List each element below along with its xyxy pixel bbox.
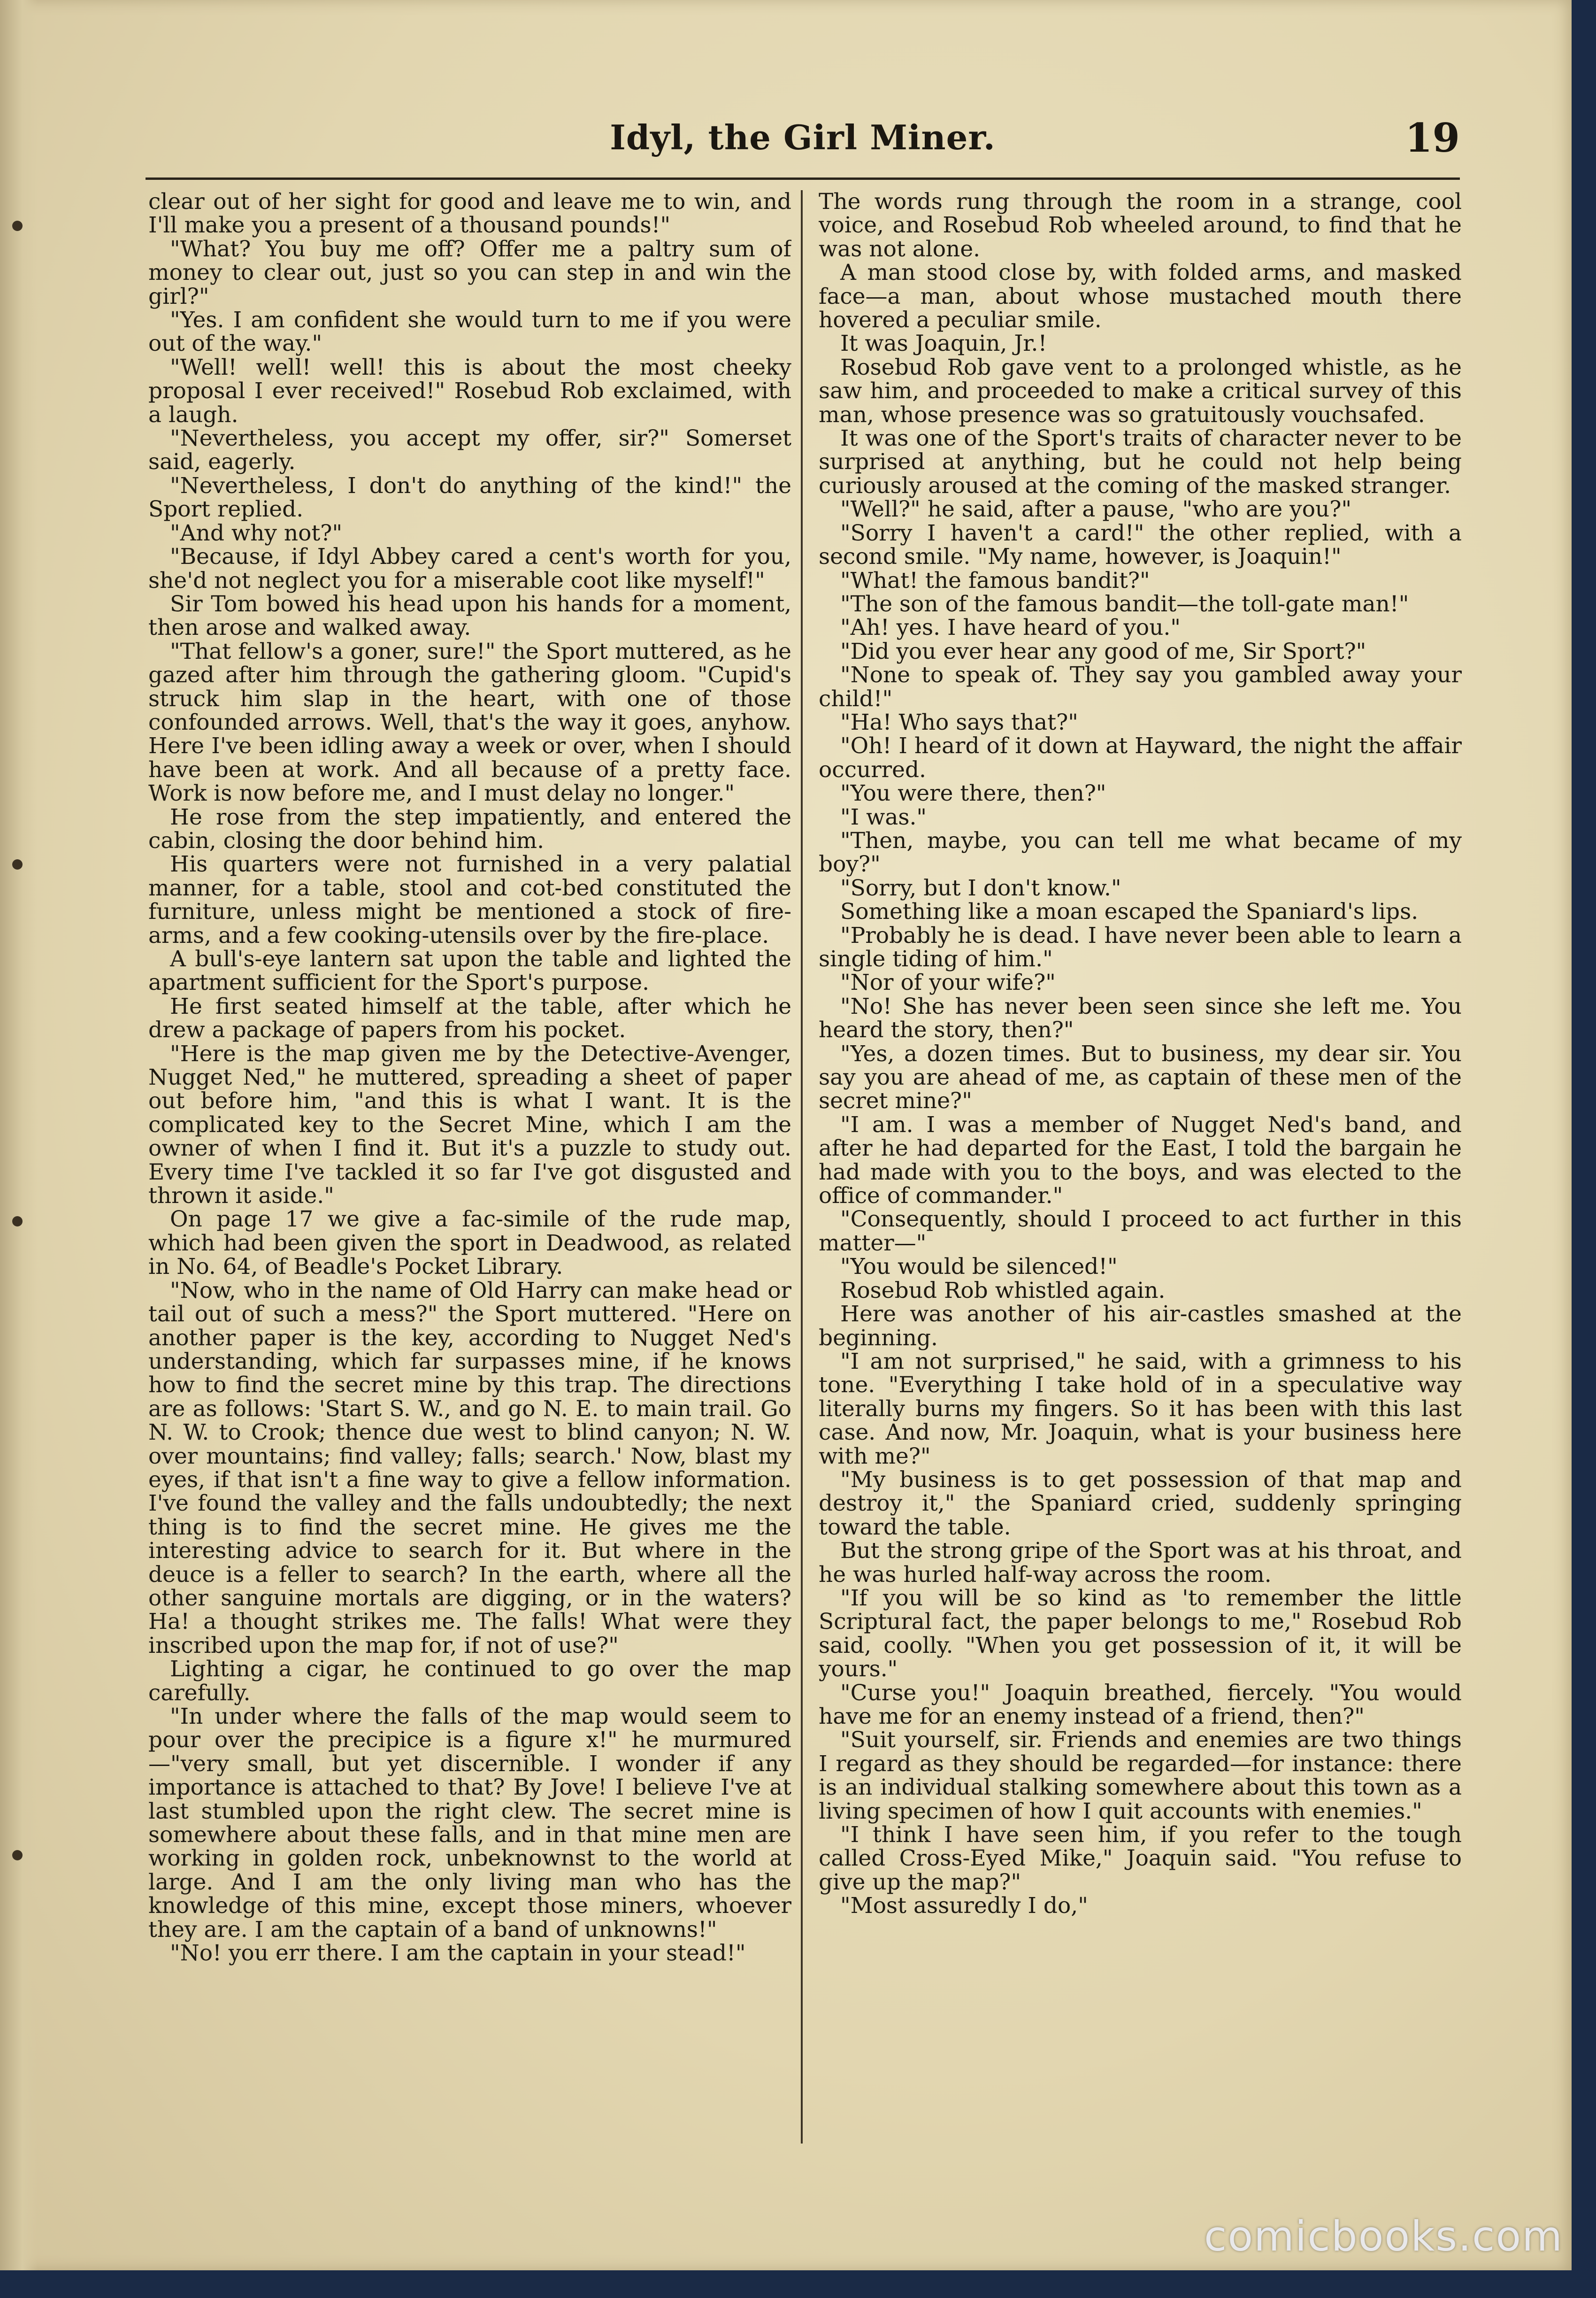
- paragraph: "What? You buy me off? Offer me a paltry sum of money to clear out, just so you can step in and win the girl?": [148, 236, 791, 309]
- binding-stitch: [12, 1850, 23, 1860]
- paragraph: "No! She has never been seen since she left me. You heard the story, then?": [819, 993, 1462, 1043]
- paragraph: "None to speak of. They say you gambled away your child!": [819, 662, 1462, 712]
- paragraph: He rose from the step impatiently, and entered the cabin, closing the door behind him.: [148, 804, 791, 854]
- paragraph: "That fellow's a goner, sure!" the Sport muttered, as he gazed after him through the gathering gloom. "Cupid's struck him slap in the heart, with one of those confounded arrows. Well, that's the way it goes, anyhow. Here I've been idling away a week or over, when I should have been at work. And all because of a pretty face. Work is now before me, and I must delay no longer.": [148, 638, 791, 807]
- paragraph: The words rung through the room in a strange, cool voice, and Rosebud Rob wheeled around, to find that he was not alone.: [819, 190, 1462, 262]
- paragraph: "Ah! yes. I have heard of you.": [840, 615, 1181, 641]
- paragraph: He first seated himself at the table, after which he drew a package of papers from his pocket.: [148, 993, 791, 1043]
- paragraph: "Here is the map given me by the Detective-Avenger, Nugget Ned," he muttered, spreading a sheet of paper out before him, "and this is what I want. It is the complicated key to the Secret Mine, which I am the owner of when I find it. But it's a puzzle to study out. Every time I've tackled it so far I've got disgusted and thrown it aside.": [148, 1041, 791, 1209]
- paragraph: "Now, who in the name of Old Harry can make head or tail out of such a mess?" the Sport muttered. "Here on another paper is the key, according to Nugget Ned's understanding, which far surpasses mine, if he knows how to find the secret mine by this trap. The directions are as follows: 'Start S. W., and go N. E. to main trail. Go N. W. to Crook; thence due west to blind canyon; N. W. over mountains; find valley; falls; search.' Now, blast my eyes, if that isn't a fine way to give a fellow information. I've found the valley and the falls undoubtedly; the next thing is to find the secret mine. He gives me the interesting advice to search for it. But where in the deuce is a feller to search? In the earth, where all the other sanguine mortals are digging, or in the waters? Ha! a thought strikes me. The falls! What were they inscribed upon the map for, if not of use?": [148, 1277, 791, 1658]
- paragraph: "Suit yourself, sir. Friends and enemies are two things I regard as they should be regarded—for instance: there is an individual stalking somewhere about this town as a living specimen of how I quit accounts with enemies.": [819, 1727, 1462, 1824]
- paragraph: "Nor of your wife?": [840, 970, 1056, 996]
- paragraph: "My business is to get possession of that map and destroy it," the Spaniard cried, suddenly springing toward the table.: [819, 1466, 1462, 1540]
- paragraph: "I am. I was a member of Nugget Ned's band, and after he had departed for the East, I told the bargain he had made with you to the boys, and was elected to the office of commander.": [819, 1111, 1462, 1209]
- paragraph: "Ha! Who says that?": [840, 709, 1078, 735]
- paragraph: "Probably he is dead. I have never been able to learn a single tiding of him.": [819, 922, 1462, 972]
- paragraph: "Oh! I heard of it down at Hayward, the night the affair occurred.: [819, 733, 1462, 783]
- paragraph: His quarters were not furnished in a very palatial manner, for a table, stool and cot-bed constituted the furniture, unless might be mentioned a stock of fire-arms, and a few cooking-utensils over by the fire-place.: [148, 851, 791, 949]
- paragraph: Sir Tom bowed his head upon his hands for a moment, then arose and walked away.: [148, 591, 791, 641]
- paragraph: "Nevertheless, I don't do anything of the kind!" the Sport replied.: [148, 472, 791, 523]
- left-text-column: [148, 190, 791, 2162]
- paragraph: "I was.": [840, 804, 927, 830]
- paragraph: "Yes, a dozen times. But to business, my dear sir. You say you are ahead of me, as captain of these men of the secret mine?": [819, 1041, 1462, 1114]
- paragraph: It was one of the Sport's traits of character never to be surprised at anything, but he could not help being curiously aroused at the coming of the masked stranger.: [819, 425, 1462, 499]
- right-text-column: [819, 190, 1462, 2162]
- paragraph: Lighting a cigar, he continued to go over the map carefully.: [148, 1656, 791, 1706]
- binding-stitch: [12, 221, 23, 231]
- paragraph: "I think I have seen him, if you refer to the tough called Cross-Eyed Mike," Joaquin said. "You refuse to give up the map?": [819, 1822, 1462, 1895]
- paragraph: "Sorry, but I don't know.": [840, 875, 1121, 901]
- paragraph: "Nevertheless, you accept my offer, sir?" Somerset said, eagerly.: [148, 425, 791, 475]
- paragraph: "Well?" he said, after a pause, "who are you?": [840, 496, 1352, 523]
- paragraph: A man stood close by, with folded arms, and masked face—a man, about whose mustached mouth there hovered a peculiar smile.: [819, 260, 1462, 333]
- paragraph: "Yes. I am confident she would turn to me if you were out of the way.": [148, 307, 791, 357]
- paragraph: "You would be silenced!": [840, 1254, 1118, 1280]
- paragraph: It was Joaquin, Jr.!: [840, 331, 1047, 357]
- paragraph: "You were there, then?": [840, 780, 1106, 807]
- column-divider: [801, 190, 803, 2144]
- paragraph: "Consequently, should I proceed to act further in this matter—": [819, 1206, 1462, 1256]
- paragraph: clear out of her sight for good and leave me to win, and I'll make you a present of a thousand pounds!": [148, 190, 791, 239]
- paragraph: "And why not?": [170, 520, 343, 546]
- paragraph: "Curse you!" Joaquin breathed, fiercely. "You would have me for an enemy instead of a friend, then?": [819, 1680, 1462, 1729]
- binding-stitch: [12, 1216, 23, 1226]
- paragraph: "Well! well! well! this is about the most cheeky proposal I ever received!" Rosebud Rob exclaimed, with a laugh.: [148, 354, 791, 428]
- paragraph: "The son of the famous bandit—the toll-gate man!": [840, 591, 1409, 617]
- paragraph: Something like a moan escaped the Spaniard's lips.: [840, 899, 1419, 925]
- paragraph: "Then, maybe, you can tell me what became of my boy?": [819, 827, 1462, 878]
- paragraph: "What! the famous bandit?": [840, 567, 1150, 594]
- paragraph: "Because, if Idyl Abbey cared a cent's worth for you, she'd not neglect you for a miserable coot like myself!": [148, 544, 791, 594]
- header-rule: [146, 177, 1460, 180]
- paragraph: Rosebud Rob gave vent to a prolonged whistle, as he saw him, and proceeded to make a critical survey of this man, whose presence was so gratuitously vouchsafed.: [819, 354, 1462, 428]
- paragraph: "Most assuredly I do,": [840, 1893, 1088, 1919]
- paragraph: Rosebud Rob whistled again.: [840, 1277, 1166, 1303]
- running-title: Idyl, the Girl Miner.: [610, 117, 996, 157]
- paragraph: "In under where the falls of the map would seem to pour over the precipice is a figure x!" he murmured—"very small, but yet discernible. I wonder if any importance is attached to that? By Jove! I believe I've at last stumbled upon the right clew. The secret mine is somewhere about these falls, and in that mine men are working in golden rock, unbeknownst to the world at large. And I am the only living man who has the knowledge of this mine, except those miners, whoever they are. I am the captain of a band of unknowns!": [148, 1704, 791, 1943]
- paragraph: "I am not surprised," he said, with a grimness to his tone. "Everything I take hold of in a speculative way literally burns my fingers. So it has been with this last case. And now, Mr. Joaquin, what is your business here with me?": [819, 1348, 1462, 1469]
- paragraph: But the strong gripe of the Sport was at his throat, and he was hurled half-way across the room.: [819, 1538, 1462, 1588]
- binding-stitch: [12, 859, 23, 870]
- paragraph: "Sorry I haven't a card!" the other replied, with a second smile. "My name, however, is Joaquin!": [819, 520, 1462, 570]
- paragraph: "No! you err there. I am the captain in your stead!": [170, 1940, 746, 1966]
- paragraph: "Did you ever hear any good of me, Sir Sport?": [840, 638, 1366, 664]
- paragraph: "If you will be so kind as 'to remember the little Scriptural fact, the paper belongs to me," Rosebud Rob said, coolly. "When you get possession of it, it will be yours.": [819, 1585, 1462, 1682]
- page-header: [146, 113, 1460, 169]
- page-number: 19: [1405, 115, 1460, 161]
- paragraph: A bull's-eye lantern sat upon the table and lighted the apartment sufficient for the Sport's purpose.: [148, 946, 791, 996]
- watermark: comicbooks.com: [1204, 2212, 1563, 2260]
- page-binding: [0, 0, 38, 2270]
- paragraph: Here was another of his air-castles smashed at the beginning.: [819, 1301, 1462, 1351]
- paragraph: On page 17 we give a fac-simile of the rude map, which had been given the sport in Deadwood, as related in No. 64, of Beadle's Pocket Library.: [148, 1206, 791, 1280]
